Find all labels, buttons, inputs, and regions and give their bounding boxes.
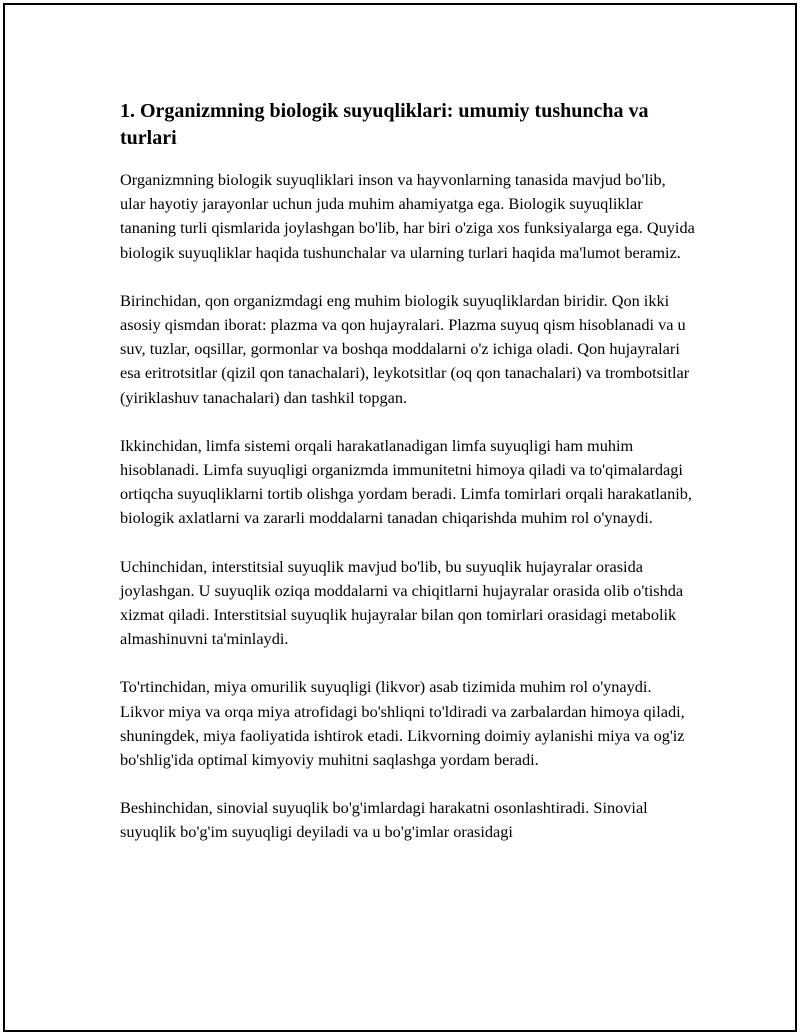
document-page bbox=[3, 3, 797, 1032]
paragraph-interstitial: Uchinchidan, interstitsial suyuqlik mavjud bo'lib, bu suyuqlik hujayralar orasida joylashgan. U suyuqlik oziqa moddalarni va chiqitlarni hujayralar orasida olib o'tishda xizmat qiladi. Interstitsial suyuqlik hujayralar bilan qon tomirlari orasidagi metabolik almashinuvni ta'minlaydi. bbox=[120, 556, 684, 649]
paragraph-lymph: Ikkinchidan, limfa sistemi orqali harakatlanadigan limfa suyuqligi ham muhim hisoblanadi. Limfa suyuqligi organizmda immunitetni himoya qiladi va to'qimalardagi ortiqcha suyuqliklarni tortib olishga yordam beradi. Limfa tomirlari orqali harakatlanib, biologik axlatlarni va zararli moddalarni tanadan chiqarishda muhim rol o'ynaydi. bbox=[120, 435, 692, 528]
paragraph-cerebrospinal: To'rtinchidan, miya omurilik suyuqligi (likvor) asab tizimida muhim rol o'ynaydi. Likvor miya va orqa miya atrofidagi bo'shliqni to'ldiradi va zarbalardan himoya qiladi, shuningdek, miya faoliyatida ishtirok etadi. Likvorning doimiy aylanishi miya va og'iz bo'shlig'ida optimal kimyoviy muhitni saqlashga yordam beradi. bbox=[120, 677, 685, 770]
paragraph-intro: Organizmning biologik suyuqliklari inson va hayvonlarning tanasida mavjud bo'lib, ular hayotiy jarayonlar uchun juda muhim ahamiyatga ega. Biologik suyuqliklar tananing turli qismlarida joylashgan bo'lib, har biri o'ziga xos funksiyalarga ega. Quyida biologik suyuqliklar haqida tushunchalar va ularning turlari haqida ma'lumot beramiz. bbox=[120, 170, 695, 262]
document-content bbox=[120, 98, 695, 869]
paragraph-blood: Birinchidan, qon organizmdagi eng muhim biologik suyuqliklardan biridir. Qon ikki asosiy qismdan iborat: plazma va qon hujayralari. Plazma suyuq qism hisoblanadi va u suv, tuzlar, oqsillar, gormonlar va boshqa moddalarni o'z ichiga oladi. Qon hujayralari esa eritrotsitlar (qizil qon tanachalari), leykotsitlar (oq qon tanachalari) va trombotsitlar (yiriklashuv tanachalari) dan tashkil topgan. bbox=[120, 290, 690, 407]
paragraph-synovial: Beshinchidan, sinovial suyuqlik bo'g'imlardagi harakatni osonlashtiradi. Sinovial suyuqlik bo'g'im suyuqligi deyiladi va u bo'g'imlar orasidagi bbox=[120, 798, 648, 842]
section-heading: 1. Organizmning biologik suyuqliklari: umumiy tushuncha va turlari bbox=[120, 100, 649, 149]
